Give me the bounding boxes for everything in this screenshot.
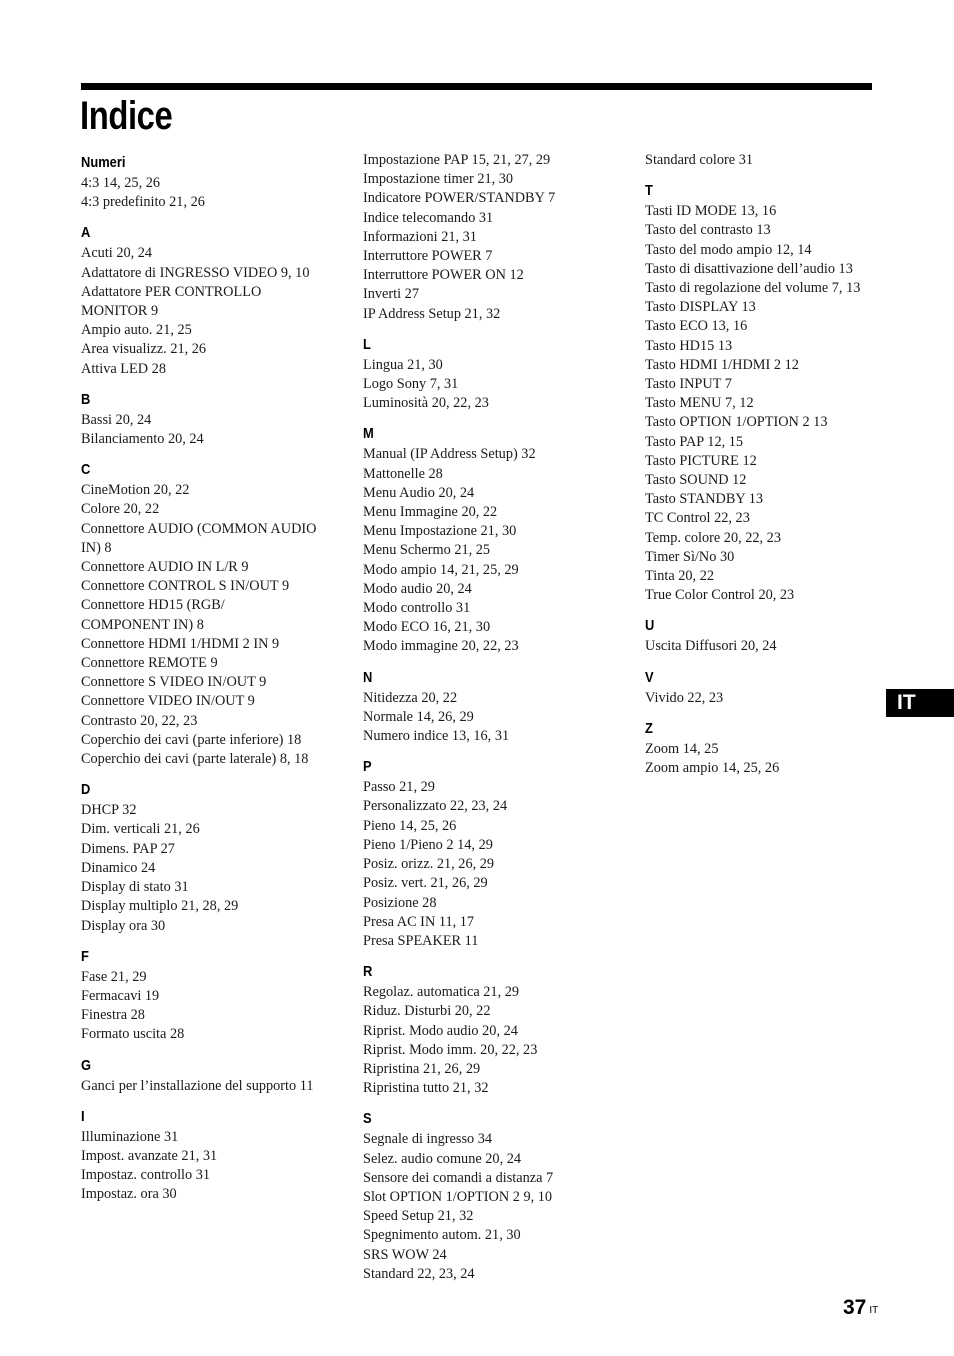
index-entry: Adattatore di INGRESSO VIDEO 9, 10 (81, 264, 310, 281)
index-entry: Presa SPEAKER 11 (363, 932, 479, 949)
index-entry: Menu Immagine 20, 22 (363, 504, 498, 521)
index-entry: Slot OPTION 1/OPTION 2 9, 10 (363, 1188, 553, 1205)
index-entry: Posizione 28 (363, 894, 437, 911)
index-entry: Modo ampio 14, 21, 25, 29 (363, 561, 519, 578)
page-number-suffix: IT (869, 1305, 879, 1316)
index-entry: Tasto HD15 13 (645, 337, 733, 354)
index-column-1 (81, 151, 321, 1214)
index-entry: Uscita Diffusori 20, 24 (645, 638, 777, 655)
index-entry: Fase 21, 29 (81, 968, 147, 985)
index-entry: Presa AC IN 11, 17 (363, 913, 475, 930)
section-heading: I (81, 1107, 85, 1125)
index-entry: Manual (IP Address Setup) 32 (363, 446, 536, 463)
index-entry: Interruttore POWER ON 12 (363, 267, 524, 284)
index-entry: Finestra 28 (81, 1007, 145, 1024)
index-entry: Interruttore POWER 7 (363, 248, 493, 265)
section-heading: R (363, 963, 373, 981)
index-entry: SRS WOW 24 (363, 1246, 447, 1263)
index-entry: Coperchio dei cavi (parte laterale) 8, 18 (81, 751, 309, 768)
section-heading: G (81, 1056, 92, 1074)
index-entry: Impost. avanzate 21, 31 (81, 1147, 218, 1164)
language-tab: IT (886, 689, 954, 717)
index-entry: Pieno 1/Pieno 2 14, 29 (363, 836, 493, 853)
section-heading: C (81, 461, 91, 479)
section-heading: V (645, 668, 654, 686)
index-entry: Nitidezza 20, 22 (363, 689, 458, 706)
index-entry: Display multiplo 21, 28, 29 (81, 898, 239, 915)
index-entry: Illuminazione 31 (81, 1128, 179, 1145)
index-entry: Attiva LED 28 (81, 360, 166, 377)
index-entry: Coperchio dei cavi (parte inferiore) 18 (81, 731, 302, 748)
index-entry: Dinamico 24 (81, 859, 156, 876)
index-entry: Zoom 14, 25 (645, 740, 719, 757)
index-entry: Tasto SOUND 12 (645, 472, 747, 489)
index-section (645, 717, 885, 778)
section-heading: Numeri (81, 154, 126, 171)
index-entry: Vivido 22, 23 (645, 689, 724, 706)
index-entry: True Color Control 20, 23 (645, 587, 795, 604)
index-entry: Bassi 20, 24 (81, 411, 152, 428)
index-section (645, 614, 885, 656)
index-section (363, 422, 603, 656)
index-entry: Dim. verticali 21, 26 (81, 821, 200, 838)
index-entry: Tasto MENU 7, 12 (645, 395, 754, 412)
index-section (81, 1054, 321, 1096)
index-entry: Mattonelle 28 (363, 465, 443, 482)
section-heading: N (363, 668, 373, 686)
index-entry: Modo controllo 31 (363, 600, 471, 617)
index-column-3 (645, 151, 885, 787)
index-entry: Formato uscita 28 (81, 1026, 185, 1043)
top-rule (81, 83, 872, 90)
index-section (645, 666, 885, 708)
index-entry: Modo ECO 16, 21, 30 (363, 619, 491, 636)
index-entry: Connettore CONTROL S IN/OUT 9 (81, 578, 290, 595)
section-heading: P (363, 758, 372, 776)
index-entry: Selez. audio comune 20, 24 (363, 1150, 522, 1167)
index-entry: Tasto PAP 12, 15 (645, 433, 744, 450)
index-entry: Acuti 20, 24 (81, 245, 153, 262)
index-entry: 4:3 14, 25, 26 (81, 175, 161, 191)
index-entry: Modo audio 20, 24 (363, 580, 472, 597)
index-entry: Informazioni 21, 31 (363, 228, 477, 245)
index-entry: Impostaz. controllo 31 (81, 1167, 211, 1184)
index-section (363, 755, 603, 951)
index-entry: Riduz. Disturbi 20, 22 (363, 1003, 491, 1020)
index-section (645, 179, 885, 605)
index-entry: Ripristina 21, 26, 29 (363, 1060, 481, 1077)
index-entry: Dimens. PAP 27 (81, 840, 175, 857)
index-section (645, 151, 885, 170)
index-entry: Connettore HD15 (RGB/ COMPONENT IN) 8 (81, 597, 225, 633)
section-heading: F (81, 947, 89, 965)
page-title: Indice (80, 94, 173, 138)
section-heading: S (363, 1110, 372, 1128)
index-entry: Connettore AUDIO IN L/R 9 (81, 559, 249, 576)
index-entry: Lingua 21, 30 (363, 356, 443, 373)
index-entry: IP Address Setup 21, 32 (363, 305, 501, 322)
index-entry: Adattatore PER CONTROLLO MONITOR 9 (81, 283, 262, 320)
index-entry: Regolaz. automatica 21, 29 (363, 984, 520, 1001)
index-entry: Menu Impostazione 21, 30 (363, 523, 517, 540)
index-entry: Ganci per l’installazione del supporto 11 (81, 1077, 314, 1094)
section-heading: U (645, 617, 655, 635)
index-entry: Personalizzato 22, 23, 24 (363, 798, 508, 815)
index-section (81, 458, 321, 769)
index-entry: Riprist. Modo imm. 20, 22, 23 (363, 1041, 538, 1058)
index-entry: Posiz. orizz. 21, 26, 29 (363, 856, 495, 873)
index-section (81, 1105, 321, 1205)
index-entry: Connettore S VIDEO IN/OUT 9 (81, 674, 267, 691)
index-entry: Bilanciamento 20, 24 (81, 431, 204, 448)
index-entry: Logo Sony 7, 31 (363, 376, 459, 393)
index-section (81, 945, 321, 1045)
index-entry: Timer Sì/No 30 (645, 548, 735, 565)
index-entry: Passo 21, 29 (363, 779, 435, 796)
index-entry: CineMotion 20, 22 (81, 482, 190, 499)
page-footer (843, 1296, 878, 1320)
index-entry: Tasto di regolazione del volume 7, 13 (645, 280, 861, 297)
index-entry: Spegnimento autom. 21, 30 (363, 1227, 521, 1244)
section-heading: A (81, 224, 91, 242)
index-entry: Connettore REMOTE 9 (81, 655, 218, 672)
index-entry: Tasto del contrasto 13 (645, 222, 771, 239)
index-entry: Colore 20, 22 (81, 501, 160, 518)
index-entry: Tinta 20, 22 (645, 568, 714, 585)
index-entry: Tasto di disattivazione dell’audio 13 (645, 260, 853, 277)
index-entry: 4:3 predefinito 21, 26 (81, 194, 205, 211)
index-entry: Display ora 30 (81, 917, 166, 934)
index-entry: Impostazione timer 21, 30 (363, 171, 514, 188)
index-entry: Riprist. Modo audio 20, 24 (363, 1022, 518, 1039)
index-entry: Inverti 27 (363, 286, 419, 303)
index-entry: Temp. colore 20, 22, 23 (645, 529, 781, 546)
index-entry: Standard 22, 23, 24 (363, 1265, 475, 1282)
index-entry: Normale 14, 26, 29 (363, 708, 474, 725)
index-entry: Pieno 14, 25, 26 (363, 817, 457, 834)
index-entry: Luminosità 20, 22, 23 (363, 395, 489, 412)
section-heading: L (363, 335, 371, 353)
index-entry: Connettore VIDEO IN/OUT 9 (81, 693, 255, 710)
index-entry: Modo immagine 20, 22, 23 (363, 638, 519, 655)
index-entry: Indicatore POWER/STANDBY 7 (363, 190, 556, 207)
index-entry: Impostaz. ora 30 (81, 1186, 177, 1203)
section-heading: M (363, 425, 374, 443)
section-heading: B (81, 390, 91, 408)
index-entry: Tasto DISPLAY 13 (645, 299, 756, 316)
index-section (363, 960, 603, 1098)
index-section (363, 151, 603, 324)
section-heading: T (645, 182, 653, 200)
index-entry: Fermacavi 19 (81, 987, 160, 1004)
page-number: 37 (843, 1296, 867, 1319)
index-entry: Display di stato 31 (81, 879, 189, 896)
index-section (363, 1107, 603, 1284)
index-column-2 (363, 151, 603, 1293)
index-entry: Ripristina tutto 21, 32 (363, 1080, 489, 1097)
index-entry: Menu Audio 20, 24 (363, 484, 475, 501)
index-entry: Contrasto 20, 22, 23 (81, 712, 198, 729)
index-entry: Tasti ID MODE 13, 16 (645, 203, 777, 220)
index-entry: Segnale di ingresso 34 (363, 1131, 493, 1148)
index-entry: Numero indice 13, 16, 31 (363, 728, 510, 745)
index-section (81, 151, 321, 212)
section-heading: D (81, 781, 91, 799)
index-entry: Tasto HDMI 1/HDMI 2 12 (645, 356, 799, 373)
index-entry: Tasto STANDBY 13 (645, 491, 764, 508)
index-entry: Tasto PICTURE 12 (645, 452, 757, 469)
index-entry: Tasto OPTION 1/OPTION 2 13 (645, 414, 828, 431)
index-section (363, 333, 603, 414)
index-entry: Tasto del modo ampio 12, 14 (645, 241, 812, 258)
index-entry: Zoom ampio 14, 25, 26 (645, 760, 780, 777)
index-section (81, 778, 321, 935)
index-section (81, 221, 321, 378)
index-entry: TC Control 22, 23 (645, 510, 750, 527)
index-entry: Standard colore 31 (645, 152, 753, 168)
index-section (363, 666, 603, 747)
index-entry: Area visualizz. 21, 26 (81, 341, 207, 358)
index-entry: Connettore AUDIO (COMMON AUDIO IN) 8 (81, 520, 317, 556)
index-section (81, 388, 321, 449)
section-heading: Z (645, 719, 653, 737)
index-entry: Tasto ECO 13, 16 (645, 318, 748, 335)
index-entry: Impostazione PAP 15, 21, 27, 29 (363, 152, 551, 168)
index-entry: Ampio auto. 21, 25 (81, 322, 192, 339)
index-entry: Tasto INPUT 7 (645, 376, 732, 393)
index-entry: Sensore dei comandi a distanza 7 (363, 1169, 554, 1186)
index-entry: Menu Schermo 21, 25 (363, 542, 491, 559)
index-entry: Indice telecomando 31 (363, 209, 494, 226)
index-entry: DHCP 32 (81, 802, 137, 819)
index-entry: Connettore HDMI 1/HDMI 2 IN 9 (81, 635, 280, 652)
index-entry: Speed Setup 21, 32 (363, 1208, 474, 1225)
index-entry: Posiz. vert. 21, 26, 29 (363, 875, 488, 892)
